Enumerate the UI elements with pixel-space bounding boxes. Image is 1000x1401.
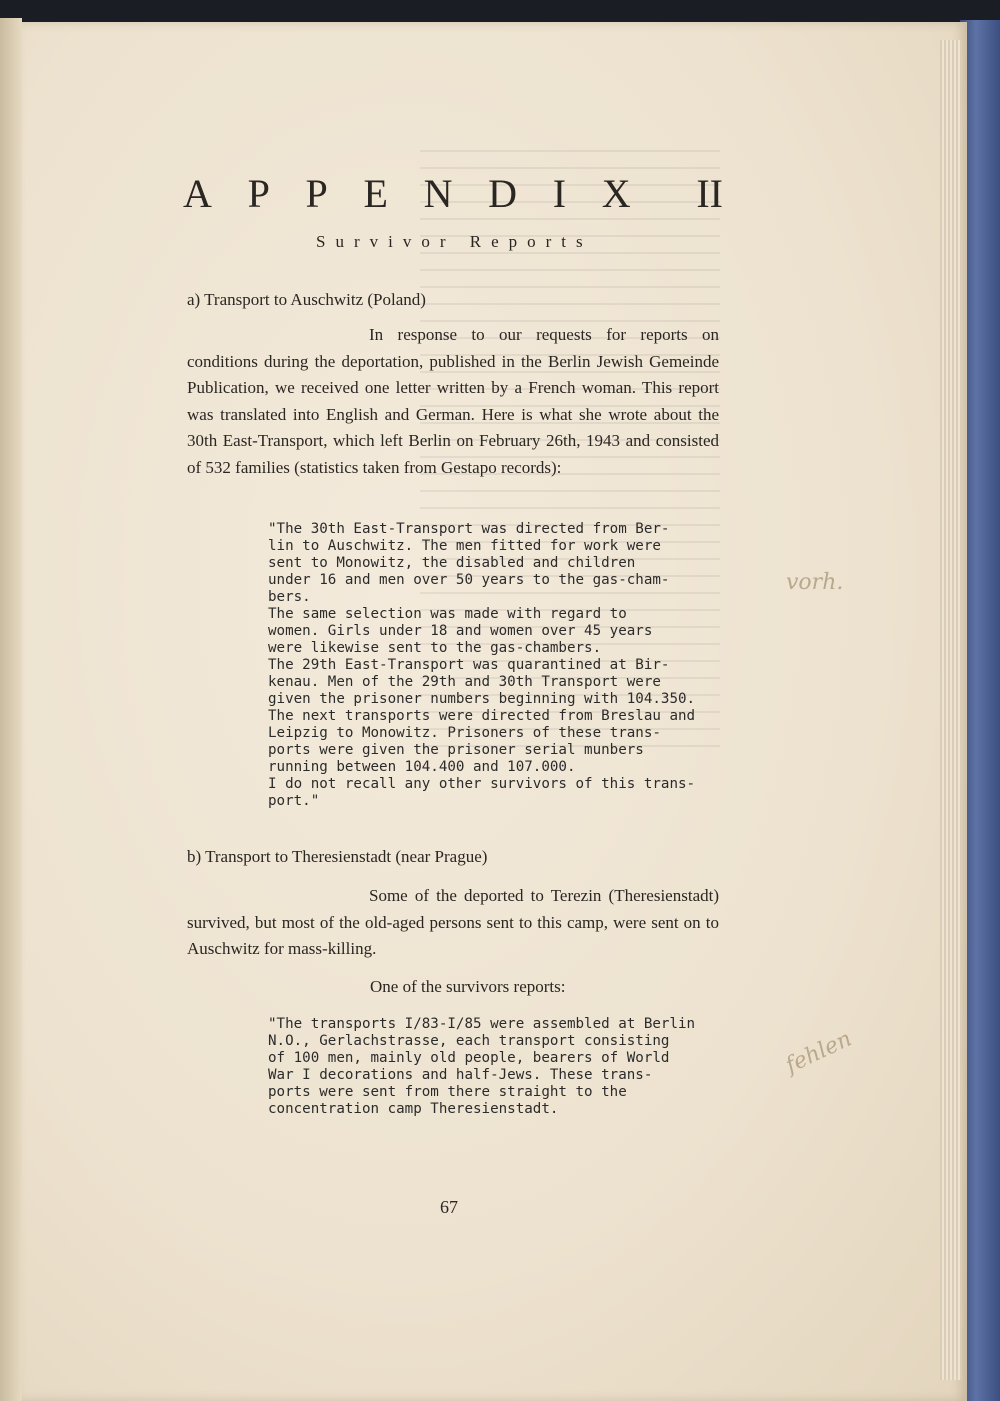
margin-note: fehlen bbox=[781, 1026, 856, 1079]
title-letter: X bbox=[601, 171, 631, 216]
title-letter: N bbox=[423, 171, 453, 216]
page-edges bbox=[940, 40, 962, 1380]
section-a-heading: a) Transport to Auschwitz (Poland) bbox=[187, 290, 426, 309]
section-b-paragraph-text: Some of the deported to Terezin (Theresienstadt) survived, but most of the old-aged persons sent to this camp, were sent on to Auschwitz for mass-killing. bbox=[187, 886, 719, 958]
section-a-quote: "The 30th East-Transport was directed from Ber- lin to Auschwitz. The men fitted for work were sent to Monowitz, the disabled and children under 16 and men over 50 years to the gas-cham- bers. The same selection was made with regard to women. Girls under 18 and women over 45 years were likewise sent to the gas-chambers. The 29th East-Transport was quarantined at Bir- kenau. Men of the 29th and 30th Transport were given the prisoner numbers beginning with 104.350. The next transports were directed from Breslau and Leipzig to Monowitz. Prisoners of these trans- ports were given the prisoner serial munbers running between 104.400 and 107.000. I do not recall any other survivors of this trans- port." bbox=[268, 521, 696, 809]
margin-note: vorh. bbox=[786, 570, 844, 595]
appendix-title bbox=[183, 170, 723, 217]
section-b-intro: One of the survivors reports: bbox=[370, 977, 566, 996]
page-subtitle: Survivor Reports bbox=[316, 232, 593, 251]
section-a-paragraph bbox=[187, 322, 719, 481]
section-a-paragraph-text: In response to our requests for reports on conditions during the deportation, published in the Berlin Jewish Gemeinde Publication, we received one letter written by a French woman. This report was translated into English and German. Here is what she wrote about the 30th East-Transport, which left Berlin on February 26th, 1943 and consisted of 532 families (statistics taken from Gestapo records): bbox=[187, 325, 719, 477]
title-letter: D bbox=[488, 171, 518, 216]
section-b-quote: "The transports I/83-I/85 were assembled at Berlin N.O., Gerlachstrasse, each transport consisting of 100 men, mainly old people, bearers of World War I decorations and half-Jews. These trans- ports were sent from there straight to the concentration camp Theresienstadt. bbox=[268, 1016, 696, 1117]
section-b-heading: b) Transport to Theresienstadt (near Prague) bbox=[187, 847, 488, 866]
section-b-paragraph bbox=[187, 883, 719, 963]
title-letter: E bbox=[363, 171, 388, 216]
adjacent-page-edge bbox=[0, 18, 22, 1401]
title-numeral: II bbox=[696, 171, 723, 216]
title-letter: I bbox=[552, 171, 567, 216]
title-letter: A bbox=[183, 171, 212, 216]
page-number: 67 bbox=[440, 1197, 458, 1217]
title-letter: P bbox=[247, 171, 270, 216]
title-letter: P bbox=[305, 171, 328, 216]
